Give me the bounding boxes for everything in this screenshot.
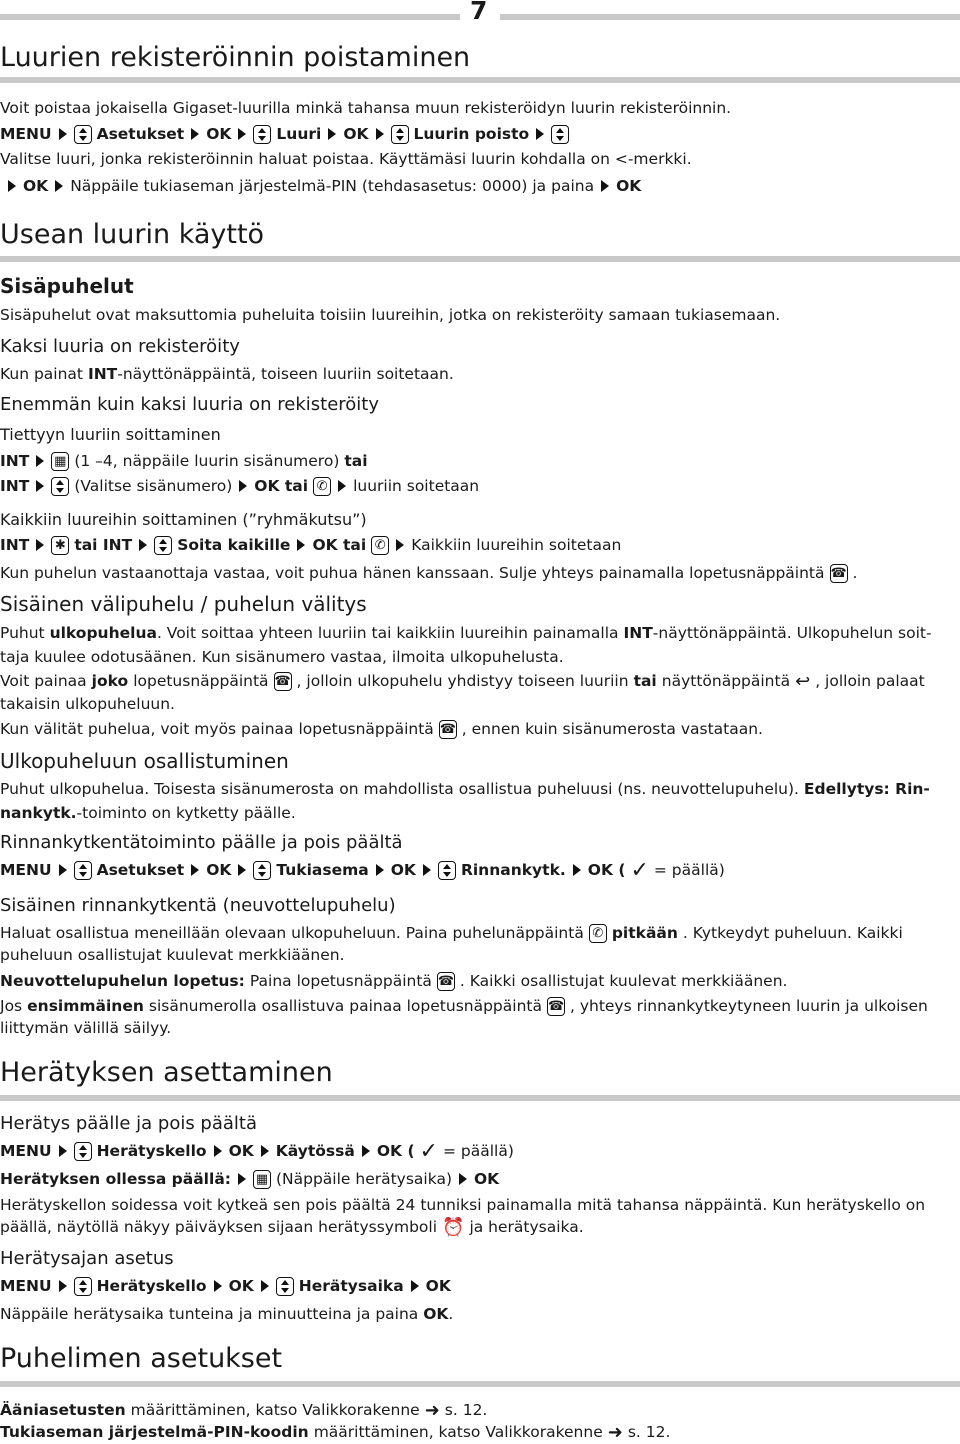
arrow-icon [459,1173,467,1185]
arrow-icon [238,864,246,876]
arrow-icon [396,539,404,551]
page-number: 7 [470,0,488,25]
parallel-p3: Neuvottelupuhelun lopetus: Paina lopetusnäppäintä ☎ . Kaikki osallistujat kuulevat merkkiäänen. [0,972,788,990]
arrow-icon [59,128,67,140]
unregister-menu-path: MENU Asetukset OK Luuri OK Luurin poisto [0,122,960,146]
arrow-icon [191,128,199,140]
section-rule [0,1381,960,1387]
sub-call-specific: Tiettyyn luuriin soittaminen [0,425,221,444]
nav-key-icon [74,125,92,144]
alarm-p1: Herätyskellon soidessa voit kytkeä sen pois päältä 24 tunniksi painamalla mitä tahansa näppäintä. Kun herätyskello on [0,1196,926,1214]
int-call-row-2: INT (Valitse sisänumero) OK tai ✆ luuriin soitetaan [0,477,480,495]
nav-key-icon [253,125,271,144]
back-icon: ↩ [795,670,811,692]
sub-call-all: Kaikkiin luureihin soittaminen (”ryhmäkutsu”) [0,510,367,529]
arrow-icon [362,1145,370,1157]
transfer-p2b: takaisin ulkopuheluun. [0,695,175,713]
alarm-menu-path: MENU Herätyskello OK Käytössä OK ( ✓ = päällä) [0,1138,514,1164]
menu-label: MENU [0,125,52,143]
nav-key-icon [551,125,569,144]
arrow-icon [573,864,581,876]
alarm-time-entry: Herätyksen ollessa päällä: ▦ (Näppäile herätysaika) OK [0,1170,500,1188]
transfer-p1b: taja kuulee odotusäänen. Kun sisänumero vastaa, ilmoita ulkopuhelusta. [0,648,564,666]
arrow-icon [536,128,544,140]
arrow-icon [59,864,67,876]
section-title-conference: Ulkopuheluun osallistuminen [0,749,289,773]
arrow-icon [601,180,609,192]
arrow-icon [36,455,44,467]
arrow-icon [238,1173,246,1185]
sub-alarm-toggle: Herätys päälle ja pois päältä [0,1113,258,1134]
call-all-row: INT ✱ tai INT Soita kaikille OK tai ✆ Kaikkiin luureihin soitetaan [0,536,622,554]
unregister-pin-step: OK Näppäile tukiaseman järjestelmä-PIN (tehdasasetus: 0000) ja paina OK [6,174,960,198]
sub-more-handsets: Enemmän kuin kaksi luuria on rekisteröity [0,394,380,415]
arrow-icon [376,864,384,876]
arrow-icon [36,539,44,551]
arrow-icon [191,864,199,876]
arrow-icon [261,1145,269,1157]
section-rule [0,256,960,262]
keypad-icon: ▦ [51,452,69,471]
arrow-icon [8,180,16,192]
alarm-p1b: päällä, näytöllä näkyy päiväyksen sijaan herätyssymboli ⏰ ja herätysaika. [0,1216,584,1238]
nav-key-icon [154,536,172,555]
arrow-icon [239,480,247,492]
end-key-icon: ☎ [830,565,847,581]
arrow-icon [338,480,346,492]
unregister-intro: Voit poistaa jokaisella Gigaset-luurilla minkä tahansa muun rekisteröidyn luurin rekisteröinnin. [0,99,732,117]
arrow-icon [139,539,147,551]
sub-parallel-toggle: Rinnankytkentätoiminto päälle ja pois päältä [0,832,403,853]
parallel-menu-path: MENU Asetukset OK Tukiasema OK Rinnankytk. OK ( ✓ = päällä) [0,857,725,883]
arrow-icon [55,180,63,192]
arrow-icon [376,128,384,140]
arrow-icon [297,539,305,551]
transfer-p1: Puhut ulkopuhelua. Voit soittaa yhteen luuriin tai kaikkiin luureihin painamalla INT-näyttönäppäintä. Ulkopuhelun soit- [0,624,932,642]
arrow-icon [261,1280,269,1292]
talk-key-icon: ✆ [313,477,331,496]
star-key-icon: ✱ [51,536,69,555]
nav-key-icon [391,125,409,144]
end-call-row: Kun puhelun vastaanottaja vastaa, voit puhua hänen kanssaan. Sulje yhteys painamalla lopetusnäppäintä ☎ . [0,564,858,582]
header-rule-left [0,14,460,20]
parallel-p2b: puheluun osallistujat kuulevat merkkiäänen. [0,946,345,964]
arrow-right-icon: ➜ [607,1421,623,1443]
nav-key-icon [74,1277,92,1296]
arrow-icon [238,128,246,140]
arrow-icon [59,1145,67,1157]
arrow-icon [214,1280,222,1292]
section-rule [0,1095,960,1101]
arrow-icon [59,1280,67,1292]
conference-p1b: nankytk.-toiminto on kytketty päälle. [0,804,296,822]
arrow-icon [214,1145,222,1157]
int-call-row-1: INT ▦ (1 –4, näppäile luurin sisänumero) tai [0,452,368,470]
sub-alarm-time: Herätysajan asetus [0,1248,174,1269]
sub-two-handsets: Kaksi luuria on rekisteröity [0,336,240,357]
end-key-icon: ☎ [547,998,565,1014]
nav-key-icon [51,477,69,496]
transfer-p3: Kun välität puhelua, voit myös painaa lopetusnäppäintä ☎ , ennen kuin sisänumerosta vastataan. [0,720,763,738]
talk-key-icon: ✆ [589,924,607,943]
end-key-icon: ☎ [437,973,455,989]
arrow-icon [411,1280,419,1292]
alarm-clock-icon: ⏰ [442,1216,465,1238]
parallel-p4b: liittymän välillä säilyy. [0,1019,172,1037]
section-rule [0,77,960,83]
section-title-unregister: Luurien rekisteröinnin poistaminen [0,42,471,73]
end-key-icon: ☎ [274,673,291,689]
nav-key-icon [438,861,456,880]
arrow-right-icon: ➜ [424,1399,440,1421]
check-icon: ✓ [419,1138,438,1164]
arrow-icon [36,480,44,492]
parallel-p4: Jos ensimmäinen sisänumerolla osallistuva painaa lopetusnäppäintä ☎ , yhteys rinnankytkeytyneen luurin ja ulkoisen [0,997,928,1015]
section-title-multi-handset: Usean luurin käyttö [0,219,265,250]
parallel-p2: Haluat osallistua meneillään olevaan ulkopuheluun. Paina puhelunäppäintä ✆ pitkään . Kytkeydyt puheluun. Kaikki [0,924,903,942]
section-title-alarm: Herätyksen asettaminen [0,1057,333,1088]
settings-link-audio[interactable]: Ääniasetusten määrittäminen, katso Valikkorakenne ➜ s. 12. [0,1399,488,1421]
section-title-transfer: Sisäinen välipuhelu / puhelun välitys [0,592,367,616]
two-handsets-text: Kun painat INT-näyttönäppäintä, toiseen luuriin soitetaan. [0,365,454,383]
sub-internal-calls: Sisäpuhelut [0,274,134,298]
nav-key-icon [253,861,271,880]
talk-key-icon: ✆ [371,536,389,555]
nav-key-icon [276,1277,294,1296]
unregister-select: Valitse luuri, jonka rekisteröinnin haluat poistaa. Käyttämäsi luurin kohdalla on <-merkki. [0,150,692,168]
check-icon: ✓ [630,857,649,883]
internal-calls-text: Sisäpuhelut ovat maksuttomia puheluita toisiin luureihin, jotka on rekisteröity samaan tukiasemaan. [0,306,781,324]
alarm-p2: Näppäile herätysaika tunteina ja minuutteina ja paina OK. [0,1305,454,1323]
arrow-icon [328,128,336,140]
header-rule-right [500,14,960,20]
arrow-icon [423,864,431,876]
conference-p1: Puhut ulkopuhelua. Toisesta sisänumerosta on mahdollista osallistua puheluusi (ns. neuvottelupuhelu). Edellytys: Rin- [0,780,930,798]
nav-key-icon [74,1142,92,1161]
section-title-settings: Puhelimen asetukset [0,1343,283,1374]
sub-internal-parallel: Sisäinen rinnankytkentä (neuvottelupuhelu) [0,895,396,916]
settings-link-pin[interactable]: Tukiaseman järjestelmä-PIN-koodin määrittäminen, katso Valikkorakenne ➜ s. 12. [0,1421,671,1443]
end-key-icon: ☎ [439,721,456,737]
transfer-p2: Voit painaa joko lopetusnäppäintä ☎ , jolloin ulkopuhelu yhdistyy toiseen luuriin tai näyttönäppäintä ↩ , jolloin palaat [0,670,925,692]
alarm-time-menu-path: MENU Herätyskello OK Herätysaika OK [0,1277,451,1295]
keypad-icon: ▦ [253,1170,271,1189]
nav-key-icon [74,861,92,880]
